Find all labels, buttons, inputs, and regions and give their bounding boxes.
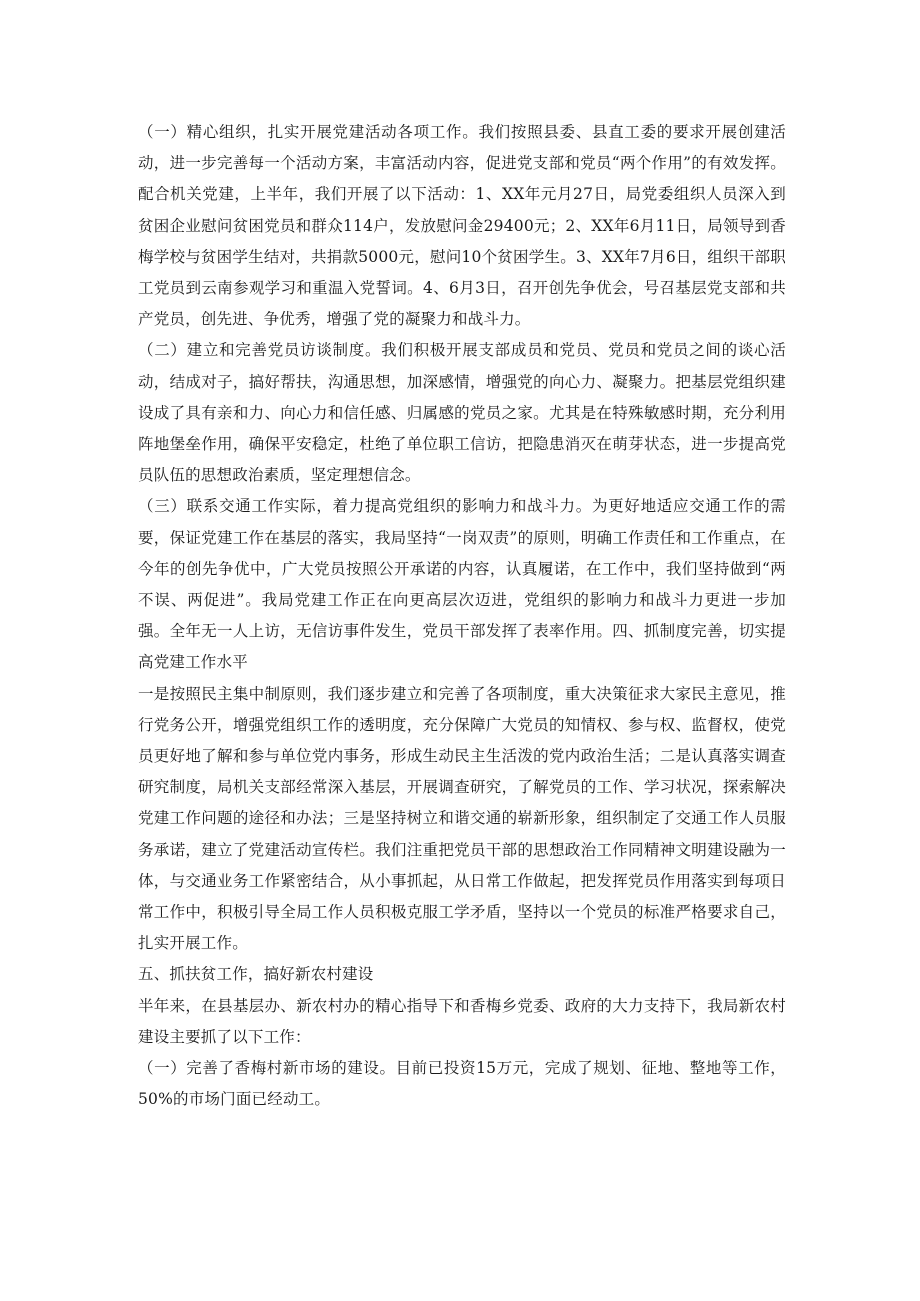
paragraph-system-building: 一是按照民主集中制原则，我们逐步建立和完善了各项制度，重大决策征求大家民主意见，推行党务公开，增强党组织工作的透明度，充分保障广大党员的知情权、参与权、监督权，使党员更好地了解和参与单位党内事务，形成生动民主生活泼的党内政治生活；二是认真落实调查研究制度，局机关支部经常深入基层，开展调查研究，了解党员的工作、学习状况，探索解决党建工作问题的途径和办法；三是坚持树立和谐交通的崭新形象，组织制定了交通工作人员服务承诺，建立了党建活动宣传栏。我们注重把党员干部的思想政治工作同精神文明建设融为一体，与交通业务工作紧密结合，从小事抓起，从日常工作做起，把发挥党员作用落实到每项日常工作中，积极引导全局工作人员积极克服工学矛盾，坚持以一个党员的标准严格要求自己，扎实开展工作。	[138, 684, 786, 953]
paragraph-party-activities: （一）精心组织，扎实开展党建活动各项工作。我们按照县委、县直工委的要求开展创建活动，进一步完善每一个活动方案，丰富活动内容，促进党支部和党员“两个作用”的有效发挥。配合机关党建，上半年，我们开展了以下活动：1、XX年元月27日，局党委组织人员深入到贫困企业慰问贫困党员和群众114户，发放慰问金29400元；2、XX年6月11日，局领导到香梅学校与贫困学生结对，共捐款5000元，慰问10个贫困学生。3、XX年7月6日，组织干部职工党员到云南参观学习和重温入党誓词。4、6月3日，召开创先争优会，号召基层党支部和共产党员，创先进、争优秀，增强了党的凝聚力和战斗力。	[138, 123, 786, 329]
paragraph-member-interviews: （二）建立和完善党员访谈制度。我们积极开展支部成员和党员、党员和党员之间的谈心活动，结成对子，搞好帮扶，沟通思想，加深感情，增强党的向心力、凝聚力。把基层党组织建设成了具有亲和力、向心力和信任感、归属感的党员之家。尤其是在特殊敏感时期，充分利用阵地堡垒作用，确保平安稳定，杜绝了单位职工信访，把隐患消灭在萌芽状态，进一步提高党员队伍的思想政治素质，坚定理想信念。	[138, 341, 786, 485]
document-body	[138, 117, 786, 1116]
paragraph-transport-work: （三）联系交通工作实际，着力提高党组织的影响力和战斗力。为更好地适应交通工作的需要，保证党建工作在基层的落实，我局坚持“一岗双责”的原则，明确工作责任和工作重点，在今年的创先争优中，广大党员按照公开承诺的内容，认真履诺，在工作中，我们坚持做到“两不误、两促进”。我局党建工作正在向更高层次迈进，党组织的影响力和战斗力更进一步加强。全年无一人上访，无信访事件发生，党员干部发挥了表率作用。四、抓制度完善，切实提高党建工作水平	[138, 497, 786, 672]
section-heading-poverty-relief: 五、抓扶贫工作，搞好新农村建设	[138, 965, 374, 984]
paragraph-rural-construction-intro: 半年来，在县基层办、新农村办的精心指导下和香梅乡党委、政府的大力支持下，我局新农村建设主要抓了以下工作：	[138, 996, 786, 1046]
paragraph-market-construction: （一）完善了香梅村新市场的建设。目前已投资15万元，完成了规划、征地、整地等工作，50%的市场门面已经动工。	[138, 1059, 786, 1109]
